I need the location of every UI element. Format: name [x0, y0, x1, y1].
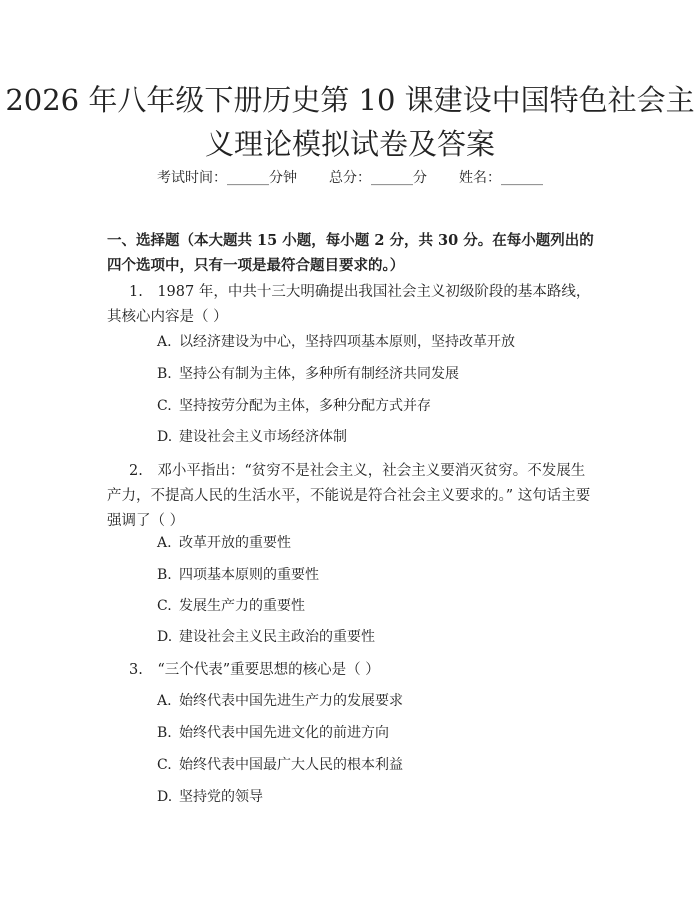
question-1-option-a	[157, 332, 597, 352]
option-text: 始终代表中国先进生产力的发展要求	[179, 693, 403, 709]
option-letter: D.	[157, 789, 173, 805]
option-letter: A.	[157, 535, 172, 551]
option-letter: B.	[157, 567, 172, 583]
option-text: 改革开放的重要性	[179, 535, 291, 551]
question-1-option-b	[157, 364, 597, 384]
option-letter: B.	[157, 366, 172, 382]
question-1-option-c	[157, 396, 597, 416]
question-3-option-c	[157, 755, 597, 775]
section-heading: 一、选择题（本大题共 15 小题，每小题 2 分，共 30 分。在每小题列出的四个选项中，只有一项是最符合题目要求的。）	[107, 232, 594, 274]
option-text: 四项基本原则的重要性	[179, 567, 319, 583]
option-letter: D.	[157, 629, 173, 645]
option-text: 始终代表中国先进文化的前进方向	[179, 725, 389, 741]
option-letter: C.	[157, 398, 172, 414]
option-letter: A.	[157, 334, 172, 350]
exam-total-score: 总分：______分	[329, 170, 427, 186]
option-letter: C.	[157, 757, 172, 773]
option-letter: B.	[157, 725, 172, 741]
option-text: 始终代表中国最广大人民的根本利益	[179, 757, 403, 773]
question-stem-2: 2. 邓小平指出：“贫穷不是社会主义，社会主义要消灭贫穷。不发展生产力，不提高人民的生活水平，不能说是符合社会主义要求的。” 这句话主要强调了（ ）	[107, 463, 591, 529]
question-2-option-a	[157, 533, 597, 553]
option-text: 坚持公有制为主体，多种所有制经济共同发展	[179, 366, 459, 382]
question-2-option-d	[157, 627, 597, 647]
option-text: 以经济建设为中心，坚持四项基本原则，坚持改革开放	[179, 334, 515, 350]
option-text: 坚持党的领导	[179, 789, 263, 805]
question-2-option-b	[157, 565, 597, 585]
exam-info-line	[0, 168, 700, 188]
option-text: 坚持按劳分配为主体，多种分配方式并存	[179, 398, 431, 414]
exam-time: 考试时间：______分钟	[157, 170, 297, 186]
exam-student-name: 姓名：______	[459, 170, 543, 186]
question-3-option-b	[157, 723, 597, 743]
question-1-option-d	[157, 427, 597, 447]
option-letter: D.	[157, 429, 173, 445]
option-text: 建设社会主义民主政治的重要性	[179, 629, 375, 645]
page-title: 2026 年八年级下册历史第 10 课建设中国特色社会主义理论模拟试卷及答案	[5, 83, 695, 161]
question-stem-3: 3. “三个代表”重要思想的核心是（ ）	[129, 662, 380, 678]
question-2-option-c	[157, 596, 597, 616]
question-stem-1: 1. 1987 年，中共十三大明确提出我国社会主义初级阶段的基本路线，其核心内容是（ ）	[107, 284, 591, 325]
question-3-option-d	[157, 787, 597, 807]
question-3-option-a	[157, 691, 597, 711]
option-letter: A.	[157, 693, 172, 709]
option-text: 发展生产力的重要性	[179, 598, 305, 614]
option-letter: C.	[157, 598, 172, 614]
option-text: 建设社会主义市场经济体制	[179, 429, 347, 445]
